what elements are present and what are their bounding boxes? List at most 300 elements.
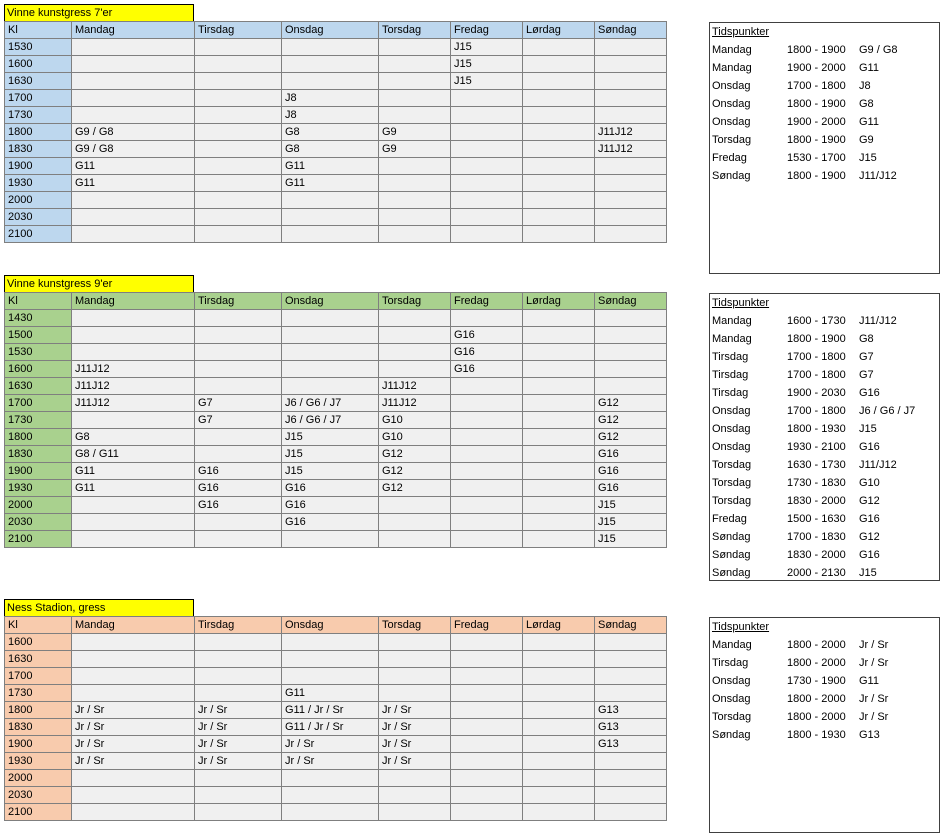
tidspunkt-group: G16: [859, 513, 880, 525]
section-title: Vinne kunstgress 9'er: [4, 275, 194, 292]
schedule-cell: [451, 736, 523, 753]
schedule-cell: [379, 668, 451, 685]
time-cell: 2030: [5, 514, 72, 531]
tidspunkt-time: 2000 - 2130: [787, 567, 846, 579]
schedule-cell: J11J12: [595, 124, 667, 141]
schedule-cell: G10: [379, 429, 451, 446]
schedule-cell: [523, 514, 595, 531]
schedule-cell: [282, 209, 379, 226]
schedule-cell: [195, 361, 282, 378]
time-cell: 1730: [5, 412, 72, 429]
time-cell: 1700: [5, 395, 72, 412]
table-row: [5, 719, 667, 736]
tidspunkt-group: G7: [859, 351, 874, 363]
tidspunkt-day: Søndag: [712, 531, 751, 543]
schedule-cell: [451, 226, 523, 243]
schedule-cell: [72, 514, 195, 531]
tidspunkt-item: [710, 348, 939, 366]
schedule-cell: [595, 192, 667, 209]
tidspunkt-time: 1900 - 2000: [787, 62, 846, 74]
tidspunkter-title: Tidspunkter: [712, 297, 770, 309]
schedule-cell: [451, 531, 523, 548]
schedule-cell: [523, 192, 595, 209]
tidspunkt-group: G9: [859, 134, 874, 146]
schedule-cell: [523, 90, 595, 107]
schedule-cell: [523, 668, 595, 685]
schedule-cell: [523, 310, 595, 327]
tidspunkt-item: [710, 492, 939, 510]
schedule-cell: [523, 344, 595, 361]
schedule-cell: Jr / Sr: [72, 736, 195, 753]
schedule-cell: J6 / G6 / J7: [282, 412, 379, 429]
tidspunkt-item: [710, 149, 939, 167]
schedule-cell: G12: [595, 412, 667, 429]
time-cell: 1830: [5, 719, 72, 736]
schedule-table: [4, 616, 667, 821]
tidspunkt-day: Onsdag: [712, 405, 751, 417]
table-row: [5, 158, 667, 175]
tidspunkt-time: 1900 - 2000: [787, 116, 846, 128]
tidspunkt-day: Onsdag: [712, 441, 751, 453]
schedule-cell: [523, 327, 595, 344]
schedule-cell: [451, 412, 523, 429]
schedule-section-ness-stadion: [4, 599, 667, 821]
schedule-cell: [195, 634, 282, 651]
time-cell: 1900: [5, 158, 72, 175]
tidspunkt-item: [710, 546, 939, 564]
schedule-cell: [451, 702, 523, 719]
schedule-cell: J8: [282, 90, 379, 107]
tidspunkt-item: [710, 402, 939, 420]
schedule-section-vinne-9er: [4, 275, 667, 548]
schedule-cell: [451, 310, 523, 327]
schedule-cell: [72, 39, 195, 56]
schedule-cell: [195, 90, 282, 107]
tidspunkt-day: Onsdag: [712, 675, 751, 687]
time-cell: 2100: [5, 531, 72, 548]
tidspunkt-day: Torsdag: [712, 134, 752, 146]
schedule-cell: [195, 175, 282, 192]
time-cell: 2100: [5, 226, 72, 243]
tidspunkt-group: G12: [859, 495, 880, 507]
tidspunkt-group: G8: [859, 98, 874, 110]
schedule-cell: G11: [72, 158, 195, 175]
tidspunkt-time: 1800 - 1900: [787, 44, 846, 56]
table-row: [5, 90, 667, 107]
table-row: [5, 668, 667, 685]
schedule-cell: [379, 192, 451, 209]
schedule-cell: [451, 753, 523, 770]
tidspunkt-item: [710, 384, 939, 402]
tidspunkt-item: [710, 564, 939, 582]
schedule-cell: [195, 668, 282, 685]
schedule-cell: G16: [595, 480, 667, 497]
schedule-cell: [72, 685, 195, 702]
schedule-cell: J11J12: [379, 395, 451, 412]
tidspunkt-item: [710, 510, 939, 528]
tidspunkt-group: G16: [859, 387, 880, 399]
tidspunkt-time: 1800 - 1900: [787, 333, 846, 345]
schedule-cell: [72, 787, 195, 804]
schedule-cell: G13: [595, 702, 667, 719]
table-row: [5, 361, 667, 378]
schedule-cell: [379, 804, 451, 821]
schedule-cell: [282, 226, 379, 243]
schedule-cell: [195, 141, 282, 158]
schedule-cell: G16: [282, 497, 379, 514]
schedule-cell: [195, 327, 282, 344]
schedule-cell: Jr / Sr: [195, 719, 282, 736]
table-row: [5, 141, 667, 158]
schedule-cell: [595, 56, 667, 73]
schedule-table: [4, 21, 667, 243]
tidspunkt-time: 1800 - 2000: [787, 639, 846, 651]
schedule-cell: [195, 770, 282, 787]
schedule-cell: [379, 327, 451, 344]
tidspunkt-day: Torsdag: [712, 459, 752, 471]
schedule-cell: [451, 651, 523, 668]
table-row: [5, 327, 667, 344]
schedule-cell: [595, 310, 667, 327]
schedule-cell: [282, 770, 379, 787]
tidspunkt-day: Onsdag: [712, 98, 751, 110]
schedule-cell: [195, 531, 282, 548]
tidspunkt-time: 1700 - 1800: [787, 405, 846, 417]
time-cell: 1700: [5, 668, 72, 685]
schedule-cell: [523, 107, 595, 124]
schedule-cell: G7: [195, 412, 282, 429]
schedule-cell: [282, 378, 379, 395]
schedule-cell: [379, 56, 451, 73]
tidspunkt-item: [710, 636, 939, 654]
table-row: [5, 429, 667, 446]
table-row: [5, 175, 667, 192]
schedule-cell: G9: [379, 124, 451, 141]
tidspunkt-item: [710, 167, 939, 185]
schedule-cell: [72, 668, 195, 685]
time-cell: 1830: [5, 141, 72, 158]
schedule-cell: [523, 463, 595, 480]
schedule-cell: [523, 480, 595, 497]
schedule-cell: [72, 770, 195, 787]
time-cell: 1630: [5, 651, 72, 668]
schedule-cell: [595, 361, 667, 378]
schedule-cell: [451, 141, 523, 158]
time-cell: 1630: [5, 73, 72, 90]
tidspunkt-day: Søndag: [712, 567, 751, 579]
table-row: [5, 124, 667, 141]
tidspunkt-time: 1800 - 2000: [787, 657, 846, 669]
schedule-cell: [72, 107, 195, 124]
time-cell: 1930: [5, 480, 72, 497]
schedule-cell: Jr / Sr: [72, 702, 195, 719]
tidspunkt-group: Jr / Sr: [859, 693, 889, 705]
schedule-cell: Jr / Sr: [72, 753, 195, 770]
schedule-cell: G9 / G8: [72, 141, 195, 158]
schedule-cell: [523, 719, 595, 736]
time-cell: 1900: [5, 736, 72, 753]
schedule-cell: [72, 192, 195, 209]
schedule-cell: [379, 107, 451, 124]
schedule-cell: [523, 378, 595, 395]
day-header: Onsdag: [282, 22, 379, 39]
day-header: Onsdag: [282, 617, 379, 634]
schedule-cell: [451, 158, 523, 175]
schedule-cell: J15: [595, 531, 667, 548]
table-row: [5, 192, 667, 209]
schedule-cell: [195, 378, 282, 395]
tidspunkt-group: J11/J12: [859, 170, 897, 182]
time-cell: 1800: [5, 429, 72, 446]
schedule-cell: [195, 446, 282, 463]
tidspunkt-day: Fredag: [712, 513, 747, 525]
section-title: Vinne kunstgress 7'er: [4, 4, 194, 21]
table-row: [5, 73, 667, 90]
schedule-cell: [72, 412, 195, 429]
schedule-cell: [451, 378, 523, 395]
table-row: [5, 736, 667, 753]
schedule-cell: [282, 192, 379, 209]
schedule-cell: [523, 753, 595, 770]
schedule-cell: Jr / Sr: [379, 719, 451, 736]
table-row: [5, 395, 667, 412]
tidspunkt-time: 1600 - 1730: [787, 315, 846, 327]
schedule-cell: [523, 702, 595, 719]
schedule-cell: J11J12: [379, 378, 451, 395]
schedule-cell: [523, 429, 595, 446]
kl-header: Kl: [5, 293, 72, 310]
schedule-cell: G12: [379, 463, 451, 480]
tidspunkt-group: J6 / G6 / J7: [859, 405, 916, 417]
schedule-cell: [595, 804, 667, 821]
schedule-cell: [195, 344, 282, 361]
schedule-cell: [595, 770, 667, 787]
schedule-cell: [282, 634, 379, 651]
schedule-cell: [595, 175, 667, 192]
schedule-cell: G9: [379, 141, 451, 158]
tidspunkt-item: [710, 95, 939, 113]
tidspunkt-time: 1530 - 1700: [787, 152, 846, 164]
schedule-cell: [379, 344, 451, 361]
table-row: [5, 753, 667, 770]
schedule-cell: [595, 158, 667, 175]
schedule-cell: [523, 175, 595, 192]
schedule-cell: [72, 497, 195, 514]
schedule-cell: [451, 770, 523, 787]
tidspunkt-group: G8: [859, 333, 874, 345]
time-cell: 1900: [5, 463, 72, 480]
tidspunkt-item: [710, 456, 939, 474]
schedule-cell: [451, 90, 523, 107]
tidspunkt-time: 1630 - 1730: [787, 459, 846, 471]
day-header: Tirsdag: [195, 22, 282, 39]
tidspunkt-group: J15: [859, 567, 877, 579]
schedule-cell: [72, 344, 195, 361]
tidspunkt-day: Mandag: [712, 639, 752, 651]
tidspunkt-day: Tirsdag: [712, 369, 749, 381]
schedule-cell: [282, 344, 379, 361]
schedule-cell: [379, 209, 451, 226]
schedule-cell: Jr / Sr: [72, 719, 195, 736]
schedule-cell: G11: [282, 175, 379, 192]
schedule-cell: J11J12: [72, 361, 195, 378]
time-cell: 1600: [5, 634, 72, 651]
tidspunkt-day: Torsdag: [712, 477, 752, 489]
schedule-cell: [595, 685, 667, 702]
time-cell: 2100: [5, 804, 72, 821]
schedule-cell: J15: [451, 39, 523, 56]
table-row: [5, 497, 667, 514]
header-row: [5, 293, 667, 310]
tidspunkt-time: 1800 - 1930: [787, 423, 846, 435]
tidspunkt-item: [710, 312, 939, 330]
schedule-cell: [595, 39, 667, 56]
tidspunkt-time: 1800 - 1930: [787, 729, 846, 741]
schedule-cell: G8: [282, 141, 379, 158]
tidspunkt-day: Torsdag: [712, 495, 752, 507]
schedule-cell: Jr / Sr: [282, 753, 379, 770]
schedule-cell: [379, 514, 451, 531]
schedule-cell: [195, 651, 282, 668]
schedule-cell: [72, 73, 195, 90]
schedule-cell: [195, 73, 282, 90]
schedule-cell: J15: [451, 56, 523, 73]
table-row: [5, 378, 667, 395]
time-cell: 2030: [5, 787, 72, 804]
tidspunkt-item: [710, 672, 939, 690]
time-cell: 2030: [5, 209, 72, 226]
day-header: Torsdag: [379, 293, 451, 310]
schedule-cell: [195, 124, 282, 141]
tidspunkt-group: Jr / Sr: [859, 711, 889, 723]
day-header: Søndag: [595, 293, 667, 310]
tidspunkt-group: G11: [859, 62, 879, 74]
tidspunkt-item: [710, 438, 939, 456]
schedule-cell: [451, 429, 523, 446]
day-header: Mandag: [72, 293, 195, 310]
schedule-cell: [451, 446, 523, 463]
table-row: [5, 787, 667, 804]
schedule-cell: G8: [72, 429, 195, 446]
schedule-cell: [282, 39, 379, 56]
schedule-cell: [451, 787, 523, 804]
schedule-cell: [595, 73, 667, 90]
day-header: Fredag: [451, 22, 523, 39]
schedule-cell: [523, 73, 595, 90]
schedule-cell: [523, 787, 595, 804]
schedule-cell: [282, 804, 379, 821]
tidspunkt-group: G11: [859, 116, 879, 128]
schedule-cell: [523, 226, 595, 243]
tidspunkt-item: [710, 420, 939, 438]
schedule-cell: [195, 685, 282, 702]
tidspunkter-box-vinne-7er: [709, 22, 940, 274]
table-row: [5, 702, 667, 719]
schedule-cell: J15: [451, 73, 523, 90]
schedule-cell: Jr / Sr: [195, 753, 282, 770]
schedule-cell: J6 / G6 / J7: [282, 395, 379, 412]
schedule-cell: [523, 395, 595, 412]
tidspunkt-group: G12: [859, 531, 880, 543]
schedule-cell: G11: [72, 480, 195, 497]
schedule-cell: [195, 39, 282, 56]
schedule-cell: [451, 668, 523, 685]
schedule-cell: [451, 719, 523, 736]
table-row: [5, 463, 667, 480]
time-cell: 1830: [5, 446, 72, 463]
schedule-cell: [282, 56, 379, 73]
tidspunkt-time: 1900 - 2030: [787, 387, 846, 399]
schedule-cell: G13: [595, 719, 667, 736]
schedule-cell: [523, 412, 595, 429]
tidspunkt-day: Søndag: [712, 170, 751, 182]
table-row: [5, 39, 667, 56]
schedule-cell: [451, 124, 523, 141]
table-row: [5, 634, 667, 651]
schedule-cell: [379, 531, 451, 548]
time-cell: 1630: [5, 378, 72, 395]
tidspunkt-item: [710, 528, 939, 546]
tidspunkt-item: [710, 366, 939, 384]
time-cell: 1800: [5, 702, 72, 719]
schedule-cell: G8: [282, 124, 379, 141]
tidspunkt-time: 1800 - 1900: [787, 170, 846, 182]
day-header: Lørdag: [523, 617, 595, 634]
table-row: [5, 770, 667, 787]
tidspunkt-item: [710, 654, 939, 672]
schedule-cell: [195, 310, 282, 327]
schedule-cell: [72, 56, 195, 73]
time-cell: 1730: [5, 107, 72, 124]
schedule-cell: [282, 531, 379, 548]
tidspunkt-time: 1700 - 1800: [787, 369, 846, 381]
schedule-cell: [379, 770, 451, 787]
day-header: Lørdag: [523, 293, 595, 310]
schedule-cell: [195, 429, 282, 446]
schedule-cell: [451, 463, 523, 480]
schedule-cell: [523, 804, 595, 821]
time-cell: 1500: [5, 327, 72, 344]
tidspunkt-day: Onsdag: [712, 116, 751, 128]
schedule-cell: [72, 634, 195, 651]
day-header: Tirsdag: [195, 617, 282, 634]
tidspunkt-day: Onsdag: [712, 423, 751, 435]
tidspunkt-day: Mandag: [712, 333, 752, 345]
schedule-section-vinne-7er: [4, 4, 667, 243]
schedule-cell: [451, 497, 523, 514]
schedule-cell: [195, 804, 282, 821]
tidspunkter-title: Tidspunkter: [712, 621, 770, 633]
schedule-cell: [379, 634, 451, 651]
schedule-cell: [72, 531, 195, 548]
table-row: [5, 651, 667, 668]
table-row: [5, 56, 667, 73]
schedule-cell: G12: [379, 480, 451, 497]
tidspunkt-day: Søndag: [712, 729, 751, 741]
schedule-cell: G16: [595, 446, 667, 463]
time-cell: 2000: [5, 497, 72, 514]
schedule-cell: [282, 787, 379, 804]
schedule-cell: [451, 685, 523, 702]
schedule-cell: Jr / Sr: [282, 736, 379, 753]
schedule-cell: G11: [72, 175, 195, 192]
tidspunkt-time: 1700 - 1800: [787, 80, 846, 92]
tidspunkt-day: Tirsdag: [712, 657, 749, 669]
schedule-cell: [72, 90, 195, 107]
schedule-cell: [282, 310, 379, 327]
tidspunkt-day: Tirsdag: [712, 351, 749, 363]
tidspunkt-day: Mandag: [712, 315, 752, 327]
